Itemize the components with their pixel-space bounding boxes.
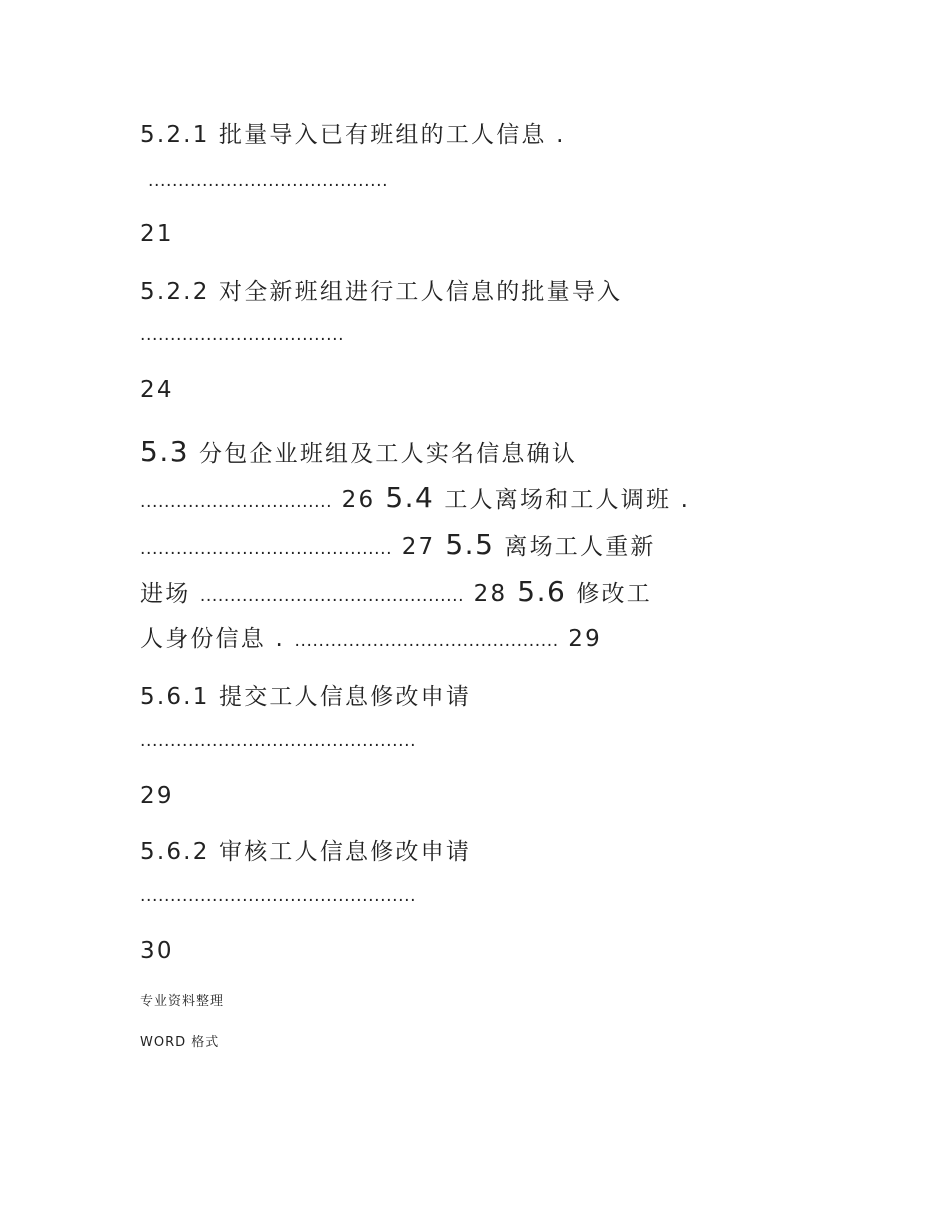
toc-entry-5-4-page: 27 <box>401 534 436 560</box>
toc-entry-5-5-page: 28 <box>473 581 508 607</box>
toc-entry-5-2-1-page: 21 <box>140 221 174 247</box>
toc-line-5-6-end <box>140 624 602 656</box>
toc-entry-5-6-2-leader: .............................................. <box>140 886 417 906</box>
toc-entry-5-2-2-leader: .................................. <box>140 325 345 345</box>
toc-line-5-5-5-6 <box>140 577 652 611</box>
toc-entry-5-5-leader: ............................................ <box>199 586 465 606</box>
toc-entry-5-2-1-title: 5.2.1 批量导入已有班组的工人信息 . <box>140 122 566 148</box>
toc-entry-5-6-1-title: 5.6.1 提交工人信息修改申请 <box>140 684 472 710</box>
toc-entry-5-6-2-title: 5.6.2 审核工人信息修改申请 <box>140 839 472 865</box>
toc-line-5-4-5-5 <box>140 530 656 564</box>
toc-entry-5-6-title-part2: 人身份信息 . <box>140 626 286 652</box>
toc-entry-5-5-number: 5.5 <box>445 528 495 561</box>
toc-entry-5-3 <box>140 437 577 469</box>
toc-entry-5-6-1-page: 29 <box>140 783 174 809</box>
toc-entry-5-4-leader: .......................................... <box>140 539 393 559</box>
toc-entry-5-6-number: 5.6 <box>517 575 567 608</box>
toc-line-5-3-5-4 <box>140 483 690 517</box>
toc-entry-5-3-title: 分包企业班组及工人实名信息确认 <box>199 441 578 467</box>
toc-entry-5-6-2-page: 30 <box>140 938 174 964</box>
toc-entry-5-2-2-page: 24 <box>140 377 174 403</box>
toc-entry-5-6-leader: ............................................ <box>294 631 559 651</box>
toc-entry-5-2-1-leader: ........................................ <box>148 171 389 191</box>
toc-entry-5-2-2-title: 5.2.2 对全新班组进行工人信息的批量导入 <box>140 279 623 305</box>
footer-line-2: WORD 格式 <box>140 1035 220 1050</box>
footer-line-1: 专业资料整理 <box>140 994 225 1009</box>
toc-entry-5-4-number: 5.4 <box>385 481 435 514</box>
toc-entry-5-3-number: 5.3 <box>140 435 190 468</box>
toc-entry-5-4-title: 工人离场和工人调班 . <box>444 487 691 513</box>
toc-entry-5-5-title-part2: 进场 <box>140 581 191 607</box>
toc-entry-5-5-title-part1: 离场工人重新 <box>504 534 656 560</box>
toc-entry-5-6-title-part1: 修改工 <box>576 581 652 607</box>
toc-entry-5-6-1-leader: .............................................. <box>140 731 417 751</box>
toc-entry-5-3-leader: ................................ <box>140 492 333 512</box>
toc-entry-5-6-page: 29 <box>568 626 602 652</box>
toc-entry-5-3-page: 26 <box>341 487 376 513</box>
